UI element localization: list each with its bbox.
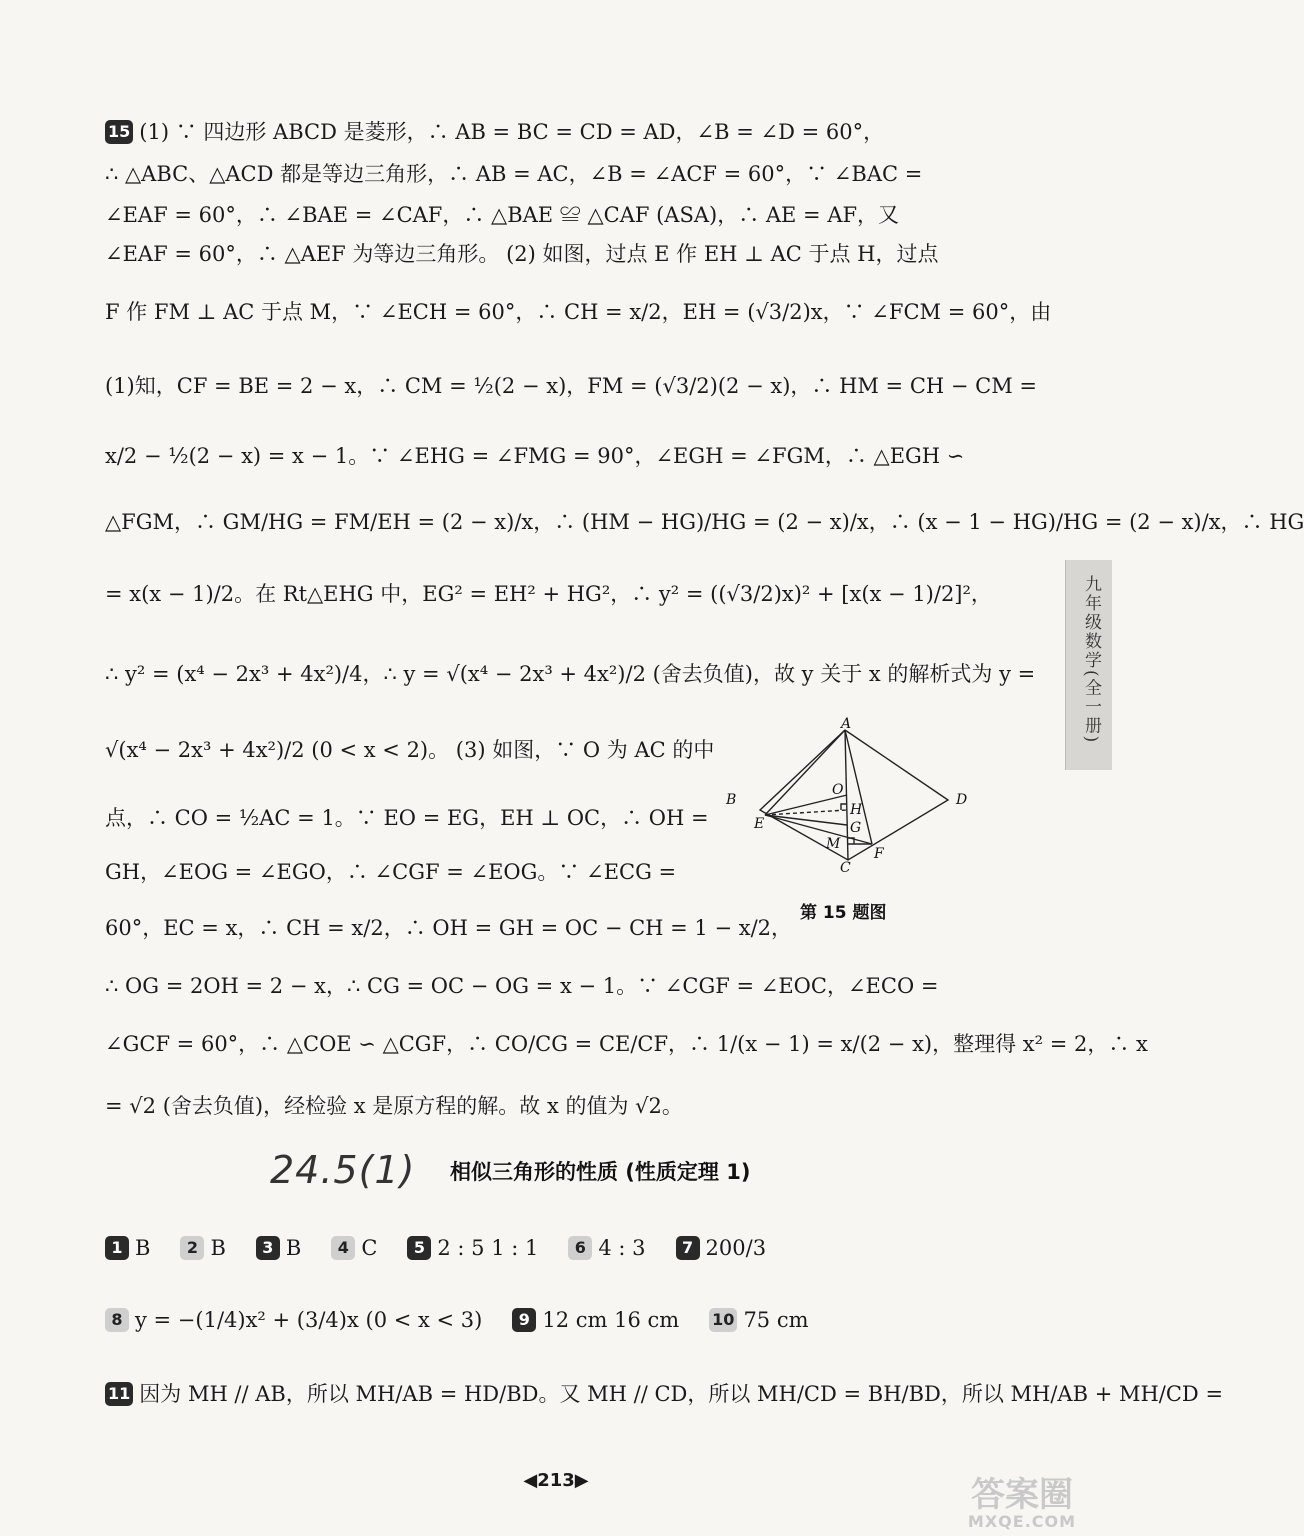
answer-item-9 xyxy=(512,1306,679,1334)
q15-line-5: F 作 FM ⊥ AC 于点 M，∵ ∠ECH = 60°，∴ CH = x/2，EH = (√3/2)x，∵ ∠FCM = 60°，由 xyxy=(105,300,1052,324)
answer-text-1: B xyxy=(135,1236,151,1260)
answer-text-10: 75 cm xyxy=(743,1308,809,1332)
watermark xyxy=(952,1475,1092,1531)
label-f: F xyxy=(874,846,884,862)
answer-item-2 xyxy=(180,1234,225,1262)
question-badge-3: 3 xyxy=(256,1236,280,1260)
watermark-logo: 答案圈 xyxy=(971,1475,1073,1515)
label-c: C xyxy=(840,860,851,876)
q15-line-17: = √2 (舍去负值)，经检验 x 是原方程的解。故 x 的值为 √2。 xyxy=(105,1094,683,1118)
q15-line-9: = x(x − 1)/2。在 Rt△EHG 中，EG² = EH² + HG²，∴ y² = ((√3/2)x)² + [x(x − 1)/2]²， xyxy=(105,582,992,606)
q15-line-16: ∠GCF = 60°，∴ △COE ∽ △CGF，∴ CO/CG = CE/CF，∴ 1/(x − 1) = x/(2 − x)，整理得 x² = 2，∴ x xyxy=(105,1032,1148,1056)
q15-line-7: x/2 − ½(2 − x) = x − 1。∵ ∠EHG = ∠FMG = 90°，∠EGH = ∠FGM，∴ △EGH ∽ xyxy=(105,444,965,468)
answers-row-1 xyxy=(105,1234,973,1262)
q15-line-10: ∴ y² = (x⁴ − 2x³ + 4x²)/4，∴ y = √(x⁴ − 2x³ + 4x²)/2 (舍去负值)，故 y 关于 x 的解析式为 y = xyxy=(105,662,1036,686)
answer-item-8 xyxy=(105,1306,482,1334)
question-badge-1: 1 xyxy=(105,1236,129,1260)
q15-line-11: √(x⁴ − 2x³ + 4x²)/2 (0 < x < 2)。 (3) 如图，∵ O 为 AC 的中 xyxy=(105,738,715,762)
rhombus-figure xyxy=(720,716,980,876)
page-number: ◀213▶ xyxy=(523,1470,589,1491)
question-badge-11: 11 xyxy=(105,1382,133,1406)
label-a: A xyxy=(841,716,852,732)
q15-line-1: 15 (1) ∵ 四边形 ABCD 是菱形，∴ AB = BC = CD = AD，∠B = ∠D = 60°， xyxy=(105,118,973,146)
q15-line-14: 60°，EC = x，∴ CH = x/2，∴ OH = GH = OC − CH = 1 − x/2， xyxy=(105,916,793,940)
answer-item-10 xyxy=(709,1306,808,1334)
question-badge-2: 2 xyxy=(180,1236,204,1260)
q15-line-2: ∴ △ABC、△ACD 都是等边三角形，∴ AB = AC，∠B = ∠ACF = 60°，∵ ∠BAC = xyxy=(105,162,923,186)
answer-item-1 xyxy=(105,1234,150,1262)
q15-line-13: GH，∠EOG = ∠EGO，∴ ∠CGF = ∠EOG。∵ ∠ECG = xyxy=(105,860,677,884)
question-badge-7: 7 xyxy=(676,1236,700,1260)
answer-text-4: C xyxy=(361,1236,378,1260)
label-e: E xyxy=(754,816,765,832)
label-g: G xyxy=(850,820,862,836)
answer-item-6 xyxy=(568,1234,645,1262)
answer-item-5 xyxy=(407,1234,538,1262)
answer-text-6: 4 : 3 xyxy=(598,1236,646,1260)
answers-row-2 xyxy=(105,1306,973,1334)
q15-line-8: △FGM，∴ GM/HG = FM/EH = (2 − x)/x，∴ (HM − HG)/HG = (2 − x)/x，∴ (x − 1 − HG)/HG = (2 − x)/x，∴ HG xyxy=(105,510,1304,534)
question-badge-8: 8 xyxy=(105,1308,129,1332)
side-tab-label: 九年级数学(全一册) xyxy=(1081,575,1101,745)
section-number: 24.5(1) xyxy=(270,1148,416,1192)
question-badge-5: 5 xyxy=(407,1236,431,1260)
section-title: 相似三角形的性质 (性质定理 1) xyxy=(450,1160,751,1184)
answer-text-9: 12 cm 16 cm xyxy=(542,1308,680,1332)
answer-text-2: B xyxy=(210,1236,226,1260)
question-badge-15: 15 xyxy=(105,120,133,144)
segment-eo xyxy=(765,795,847,815)
answer-text-3: B xyxy=(285,1236,302,1260)
label-b: B xyxy=(726,792,737,808)
q15-line-6: (1)知，CF = BE = 2 − x，∴ CM = ½(2 − x)，FM = (√3/2)(2 − x)，∴ HM = CH − CM = xyxy=(105,374,1037,398)
label-m: M xyxy=(826,836,841,852)
answer-text-8: y = −(1/4)x² + (3/4)x (0 < x < 3) xyxy=(135,1308,483,1332)
watermark-url: MXQE.COM xyxy=(967,1512,1077,1531)
label-d: D xyxy=(956,792,968,808)
question-badge-4: 4 xyxy=(331,1236,355,1260)
q15-line-15: ∴ OG = 2OH = 2 − x，∴ CG = OC − OG = x − 1。∵ ∠CGF = ∠EOC，∠ECO = xyxy=(105,974,939,998)
segment-ae xyxy=(765,730,845,815)
answer-item-4 xyxy=(331,1234,377,1262)
answer-item-7 xyxy=(676,1234,767,1262)
q11-line: 11 因为 MH // AB，所以 MH/AB = HD/BD。又 MH // CD，所以 MH/CD = BH/BD，所以 MH/AB + MH/CD = xyxy=(105,1380,973,1408)
section-heading xyxy=(270,1148,810,1192)
answer-text-7: 200/3 xyxy=(705,1236,767,1260)
label-h: H xyxy=(850,802,863,818)
figure-caption: 第 15 题图 xyxy=(800,903,887,923)
q15-line-4: ∠EAF = 60°，∴ △AEF 为等边三角形。 (2) 如图，过点 E 作 EH ⊥ AC 于点 H，过点 xyxy=(105,242,939,266)
label-o: O xyxy=(832,782,844,798)
q15-line-12: 点，∴ CO = ½AC = 1。∵ EO = EG，EH ⊥ OC，∴ OH = xyxy=(105,806,709,830)
q15-line-3: ∠EAF = 60°，∴ ∠BAE = ∠CAF，∴ △BAE ≌ △CAF (ASA)，∴ AE = AF，又 xyxy=(105,203,900,227)
question-badge-6: 6 xyxy=(568,1236,592,1260)
question-badge-10: 10 xyxy=(709,1308,737,1332)
answer-item-3 xyxy=(256,1234,301,1262)
answer-text-5: 2 : 5 1 : 1 xyxy=(437,1236,539,1260)
question-badge-9: 9 xyxy=(512,1308,536,1332)
